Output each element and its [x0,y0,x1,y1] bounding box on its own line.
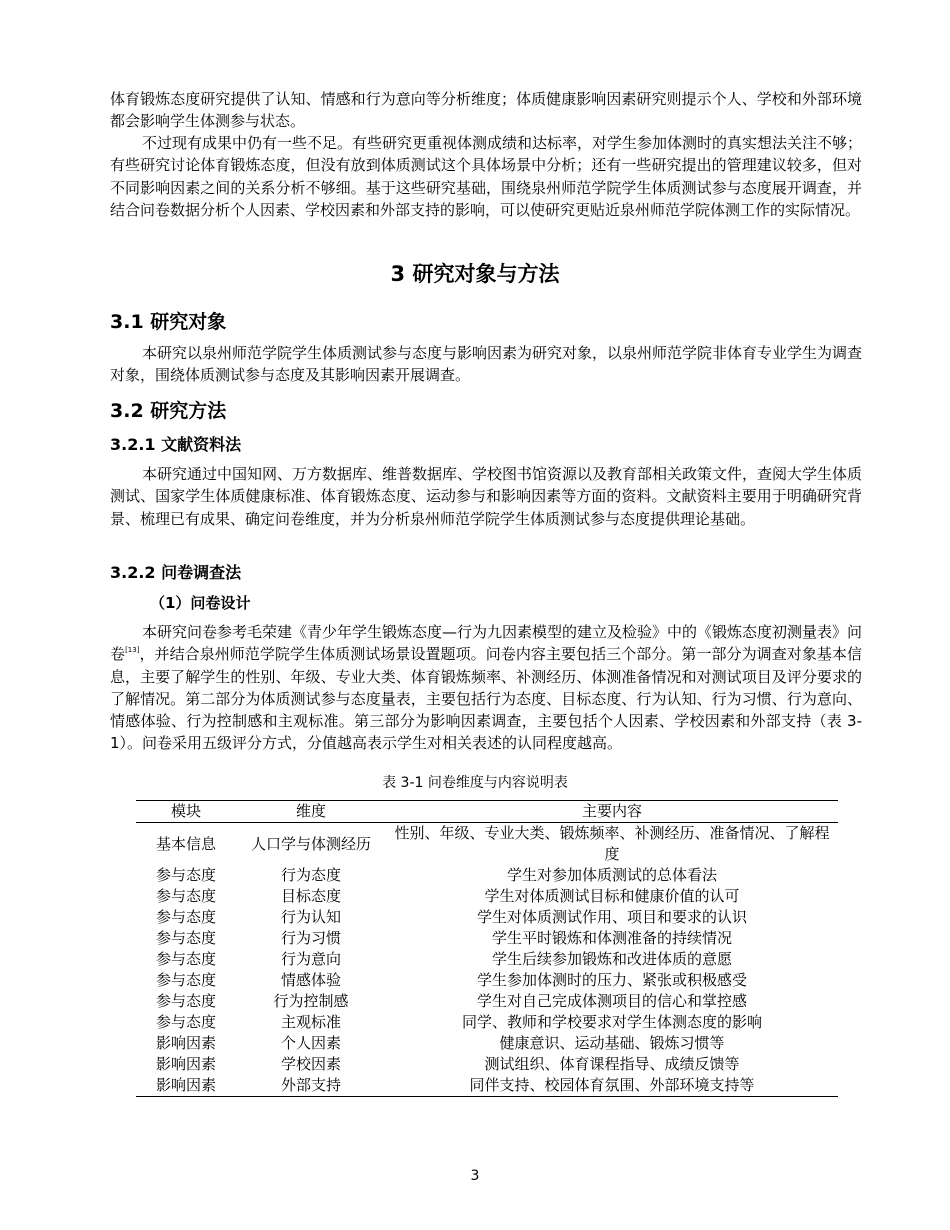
header-cell-content: 主要内容 [581,802,642,820]
cell-content: 学生对参加体质测试的总体看法 [506,866,717,884]
cell-content: 同伴支持、校园体育氛围、外部环境支持等 [469,1076,755,1094]
cell-dimension: 行为态度 [280,866,341,884]
table-row [136,1075,838,1097]
cell-dimension: 学校因素 [280,1055,341,1073]
sub-item-heading: （1）问卷设计 [150,594,251,612]
paragraph-research-gaps: 不过现有成果中仍有一些不足。有些研究更重视体测成绩和达标率，对学生参加体测时的真实想法关注不够；有些研究讨论体育锻炼态度，但没有放到体质测试这个具体场景中分析；还有一些研究提出的管理建议较多，但对不同影响因素之间的关系分析不够细。基于这些研究基础，围绕泉州师范学院学生体质测试参与态度展开调查，并结合问卷数据分析个人因素、学校因素和外部支持的影响，可以使研究更贴近泉州师范学院体测工作的实际情况。 [110,134,863,219]
paragraph-research-object: 本研究以泉州师范学院学生体质测试参与态度与影响因素为研究对象，以泉州师范学院非体育专业学生为调查对象，围绕体质测试参与态度及其影响因素开展调查。 [110,344,863,385]
cell-dimension: 情感体验 [280,971,341,989]
cell-module: 影响因素 [155,1034,216,1052]
table-row [136,1012,838,1033]
cell-content: 学生后续参加锻炼和改进体质的意愿 [491,950,732,968]
table-row [136,823,838,866]
table-row [136,907,838,928]
cell-module: 影响因素 [155,1076,216,1094]
cell-module: 参与态度 [155,950,216,968]
table-header-row [136,801,838,823]
cell-content: 测试组织、体育课程指导、成绩反馈等 [484,1055,740,1073]
cell-module: 基本信息 [155,834,216,853]
chapter-title: 3 研究对象与方法 [390,262,560,286]
cell-module: 参与态度 [155,887,216,905]
paragraph-text-part2: ，并结合泉州师范学院学生体质测试场景设置题项。问卷内容主要包括三个部分。第一部分为调查对象基本信息，主要了解学生的性别、年级、专业大类、体育锻炼频率、补测经历、体测准备情况和对测试项目及评分要求的了解情况。第二部分为体质测试参与态度量表，主要包括行为态度、目标态度、行为认知、行为习惯、行为意向、情感体验、行为控制感和主观标准。第三部分为影响因素调查，主要包括个人因素、学校因素和外部支持（表 3-1）。问卷采用五级评分方式，分值越高表示学生对相关表述的认同程度越高。 [110,645,862,753]
page-number: 3 [470,1168,480,1184]
cell-module: 参与态度 [155,992,216,1010]
table-row [136,865,838,886]
table-row [136,886,838,907]
table-row [136,1033,838,1054]
table-row [136,991,838,1012]
cell-dimension: 个人因素 [280,1034,341,1052]
section-heading-3-2: 3.2 研究方法 [110,400,227,422]
cell-module: 参与态度 [155,1013,216,1031]
cell-module: 参与态度 [155,929,216,947]
subsection-heading-3-2-2: 3.2.2 问卷调查法 [110,563,242,582]
cell-content: 学生平时锻炼和体测准备的持续情况 [491,929,732,947]
cell-dimension: 行为习惯 [280,929,341,947]
table-caption: 表 3-1 问卷维度与内容说明表 [382,775,568,791]
cell-content: 学生参加体测时的压力、紧张或积极感受 [476,971,747,989]
paragraph-literature-method: 本研究通过中国知网、万方数据库、维普数据库、学校图书馆资源以及教育部相关政策文件，查阅大学生体质测试、国家学生体质健康标准、体育锻炼态度、运动参与和影响因素等方面的资料。文献资料主要用于明确研究背景、梳理已有成果、确定问卷维度，并为分析泉州师范学院学生体质测试参与态度提供理论基础。 [110,465,863,528]
table-row [136,928,838,949]
cell-content: 学生对体质测试目标和健康价值的认可 [484,887,740,905]
table-row [136,949,838,970]
table-row [136,970,838,991]
header-cell-dimension: 维度 [295,802,326,820]
section-heading-3-1: 3.1 研究对象 [110,311,227,333]
cell-dimension: 目标态度 [280,887,341,905]
cell-dimension: 行为控制感 [273,992,349,1010]
cell-module: 参与态度 [155,866,216,884]
header-cell-module: 模块 [170,802,201,820]
cell-content: 同学、教师和学校要求对学生体测态度的影响 [461,1013,762,1031]
cell-module: 参与态度 [155,971,216,989]
cell-dimension: 行为认知 [280,908,341,926]
paragraph-continued: 体育锻炼态度研究提供了认知、情感和行为意向等分析维度；体质健康影响因素研究则提示个人、学校和外部环境都会影响学生体测参与状态。 [110,90,862,131]
cell-dimension: 外部支持 [280,1076,341,1094]
cell-dimension: 行为意向 [280,950,341,968]
cell-dimension: 主观标准 [280,1013,341,1031]
cell-content: 健康意识、运动基础、锻炼习惯等 [499,1034,725,1052]
paragraph-questionnaire-design [110,621,862,755]
cell-content: 学生对自己完成体测项目的信心和掌控感 [476,992,747,1010]
paragraph-text-part1: 本研究问卷参考毛荣建《青少年学生锻炼态度—行为九因素模型的建立及检验》中的《锻炼态度初测量表》问卷 [110,623,863,664]
cell-module: 影响因素 [155,1055,216,1073]
cell-content: 学生对体质测试作用、项目和要求的认识 [476,908,747,926]
cell-module: 参与态度 [155,908,216,926]
cell-dimension: 人口学与体测经历 [250,834,371,853]
cell-content: 性别、年级、专业大类、锻炼频率、补测经历、准备情况、了解程度 [394,824,830,863]
table-row [136,1054,838,1075]
citation-marker: [13] [125,646,140,655]
subsection-heading-3-2-1: 3.2.1 文献资料法 [110,435,242,454]
questionnaire-dimension-table [136,800,838,1097]
